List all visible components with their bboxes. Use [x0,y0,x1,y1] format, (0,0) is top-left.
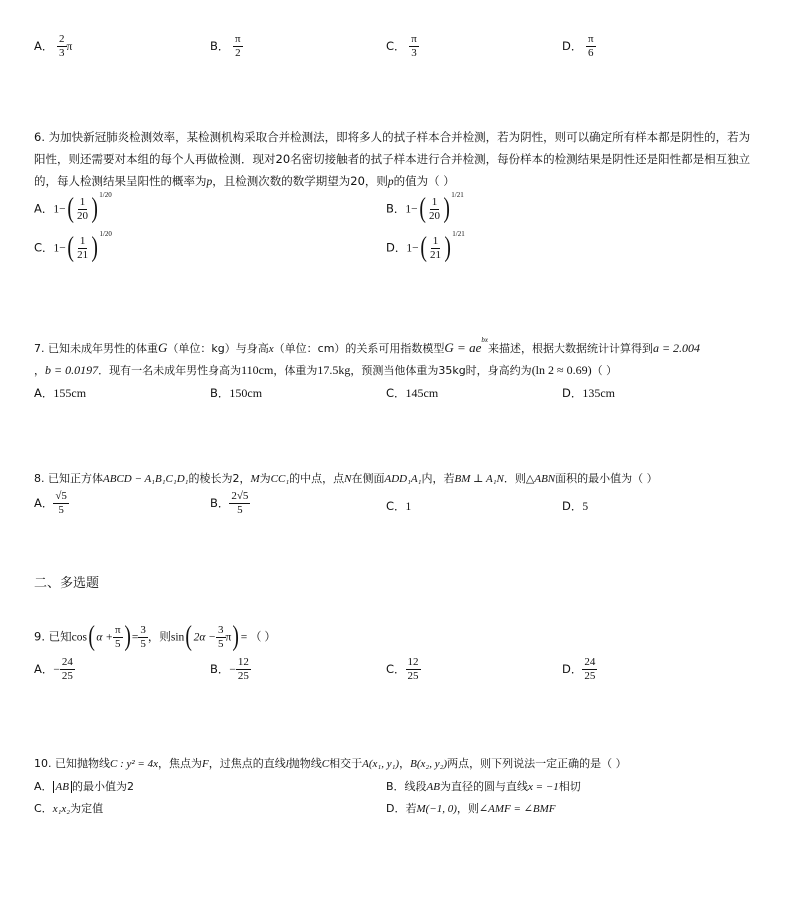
option-label: A． [34,39,54,53]
q10-option-b[interactable]: B．线段AB为直径的圆与直线x = −1相切 [386,780,581,793]
option-label: D． [562,39,583,53]
q6-option-b[interactable]: B．1−( $\frac{1}{20}$ )$^{1/21}$ [386,191,464,224]
q9-option-b[interactable]: B．− $\frac{12}{25}$ [210,656,249,682]
q9-stem: 9. 已知cos(α + $\frac{\pi}{5}$ )= $\frac{3}{5}$ ，则sin(2α − $\frac{3}{5}$ π)= （ ） [34,621,276,652]
q5-option-c[interactable] [386,34,419,59]
q6-option-d[interactable]: D．1−( $\frac{1}{21}$ )$^{1/21}$ [386,230,465,263]
fraction: $\frac{\pi}{6}$ [588,33,594,59]
q7-option-c[interactable]: C．145cm [386,386,439,400]
q6-stem-line3: 的，每人检测结果呈阳性的概率为p，且检测次数的数学期望为20，则p的值为（ ） [34,174,455,188]
q5-option-b[interactable] [210,34,243,59]
q8-stem: 8. 已知正方体ABCD − A₁B₁C₁D₁的棱长为2，M为CC₁的中点，点N在侧面ADD₁A₁内，若BM ⊥ A₁N．则△ABN面积的最小值为（ ） [34,472,658,485]
q8-option-d[interactable]: D．5 [562,499,589,513]
q6-option-c[interactable]: C．1−( $\frac{1}{21}$ )$^{1/20}$ [34,230,112,263]
q5-option-a[interactable]: A． $\frac{2}{3}$ π [34,33,73,59]
q8-option-b[interactable]: B． $\frac{2√5}{5}$ [210,490,249,516]
q9-option-a[interactable]: A．− $\frac{24}{25}$ [34,656,73,682]
q6-stem-line2: 阳性，则还需要对本组的每个人再做检测．现对20名密切接触者的拭子样本进行合并检测，每份样本的检测结果是阴性还是阳性都是相互独立 [34,152,751,166]
q7-option-d[interactable]: D．135cm [562,386,616,400]
fraction: $\frac{\pi}{2}$ [235,33,241,59]
q10-option-a[interactable]: A． AB 的最小值为2 [34,780,134,793]
fraction: $\frac{\pi}{3}$ [411,33,417,59]
option-label: C． [386,39,406,53]
q10-option-d[interactable]: D．若M(−1, 0)，则∠AMF = ∠BMF [386,802,556,815]
option-label: B． [210,39,230,53]
q7-option-b[interactable]: B．150cm [210,386,263,400]
q7-option-a[interactable]: A．155cm [34,386,87,400]
q7-stem-line1: 7. 已知未成年男性的体重G（单位：kg）与身高x（单位：cm）的关系可用指数模型$G = ae^{bx}$来描述，根据大数据统计计算得到a = 2.004 [34,336,701,355]
q8-option-c[interactable]: C．1 [386,499,412,513]
q10-stem: 10. 已知抛物线C : y² = 4x，焦点为F，过焦点的直线l抛物线C相交于A(x₁, y₁)，B(x₂, y₂)两点，则下列说法一定正确的是（ ） [34,757,627,770]
q6-stem-line1: 6. 为加快新冠肺炎检测效率，某检测机构采取合并检测法，即将多人的拭子样本合并检测，若为阴性，则可以确定所有样本都是阴性的，若为 [34,130,751,144]
fraction: $\frac{2}{3}$ [59,33,65,59]
q9-option-d[interactable]: D． $\frac{24}{25}$ [562,656,596,682]
q10-option-c[interactable]: C．x₁x₂为定值 [34,802,104,815]
q6-option-a[interactable]: A．1−( $\frac{1}{20}$ )$^{1/20}$ [34,191,112,224]
q8-option-a[interactable]: A． $\frac{√5}{5}$ [34,490,67,516]
section-title: 二、多选题 [34,576,100,591]
q5-option-d[interactable] [562,34,596,59]
q7-stem-line2: ，b = 0.0197．现有一名未成年男性身高为110cm，体重为17.5kg，预测当他体重为35kg时，身高约为(ln 2 ≈ 0.69)（ ） [34,363,618,377]
q9-option-c[interactable]: C． $\frac{12}{25}$ [386,656,419,682]
